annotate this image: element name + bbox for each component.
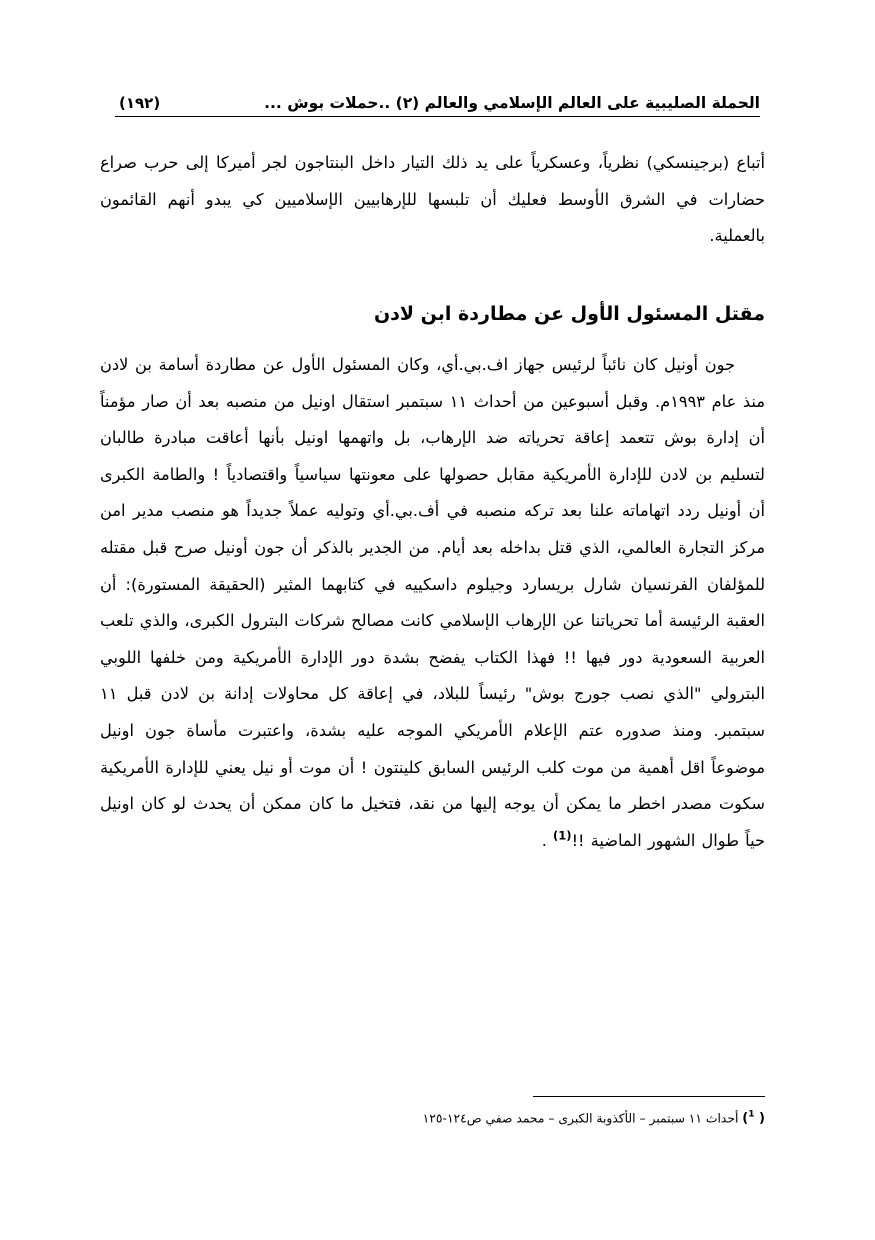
intro-paragraph-text: أتباع (برجينسكي) نظرياً، وعسكرياً على يد ذلك التيار داخل البنتاجون لجر أميركا إلى حرب صراع حضارات في الشرق الأوسط فعليك أن تلبسها للإرهابيين الإسلاميين كي يبدو أنهم القائمون بالعملية.	[100, 153, 765, 246]
footnote	[300, 1104, 765, 1130]
trailing-punctuation: .	[541, 830, 547, 850]
footnote-text: أحداث ١١ سبتمبر – الأكذوبة الكبرى – محمد صفي ص١٢٤-١٢٥	[422, 1111, 739, 1126]
intro-paragraph	[100, 145, 765, 255]
section-heading: مقتل المسئول الأول عن مطاردة ابن لادن	[373, 303, 765, 325]
footnote-marker-open: (	[759, 1111, 765, 1127]
page-number: (١٩٢)	[119, 94, 161, 112]
section-paragraph	[100, 347, 765, 859]
footnote-marker-close: )	[742, 1111, 749, 1127]
footnote-marker-number: 1	[748, 1110, 755, 1120]
running-header	[115, 86, 760, 117]
section-paragraph-text: جون أونيل كان نائباً لرئيس جهاز اف.بي.أي، وكان المسئول الأول عن مطاردة أسامة بن لادن منذ عام ١٩٩٣م. وقبل أسبوعين من أحداث ١١ سبتمبر استقال اونيل من منصبه بعد أن صار مؤمناً أن إدارة بوش تتعمد إعاقة تحرياته ضد الإرهاب، بل واتهمها اونيل بأنها أعاقت مبادرة طالبان لتسليم بن لادن للإدارة الأمريكية مقابل حصولها على معونتها سياسياً واقتصادياً ! والطامة الكبرى أن أونيل ردد اتهاماته علنا بعد تركه منصبه في أف.بي.أي وتوليه عملاً جديداً هو منصب مدير امن مركز التجارة العالمي، الذي قتل بداخله بعد أيام. من الجدير بالذكر أن جون أونيل صرح قبل مقتله للمؤلفان الفرنسيان شارل بريسارد وجيلوم داسكييه في كتابهما المثير (الحقيقة المستورة): أن العقبة الرئيسة أما تحرياتنا عن الإرهاب الإسلامي كانت مصالح شركات البترول الكبرى، والذي تلعب العربية السعودية دور فيها !! فهذا الكتاب يفضح بشدة دور الإدارة الأمريكية ومن خلفها اللوبي البترولي "الذي نصب جورج بوش" رئيساً للبلاد، في إعاقة كل محاولات إدانة بن لادن قبل ١١ سبتمبر. ومنذ صدوره عتم الإعلام الأمريكي الموجه عليه بشدة، واعتبرت مأساة جون اونيل موضوعاً اقل أهمية من موت كلب الرئيس السابق كلينتون ! أن موت أو نيل يعني للإدارة الأمريكية سكوت مصدر اخطر ما يمكن أن يوجه إليها من نقد، فتخيل ما كان ممكن أن يحدث لو كان اونيل حياً طوال الشهور الماضية !!	[100, 355, 765, 850]
footnote-marker	[742, 1111, 765, 1126]
footnote-separator	[533, 1096, 765, 1097]
header-title: الحملة الصليبية على العالم الإسلامي والعالم (٢) ..حملات بوش ...	[264, 94, 760, 112]
footnote-reference[interactable]: (1)	[553, 828, 572, 843]
